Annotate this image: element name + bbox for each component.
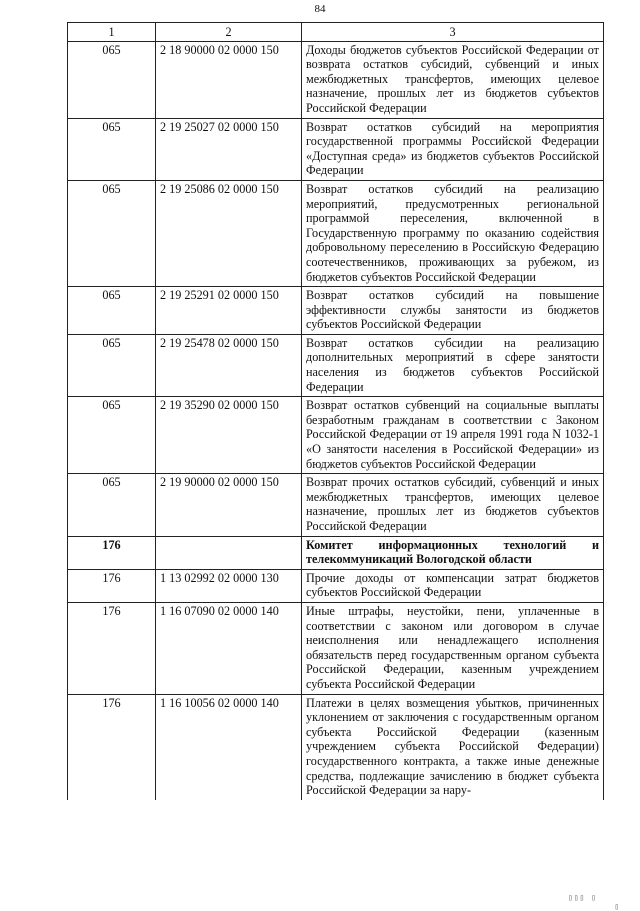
admin-code-cell: 065 — [68, 180, 156, 286]
table-row — [68, 397, 604, 474]
section-header-row — [68, 536, 604, 569]
column-header-2: 2 — [156, 23, 302, 42]
administrator-name-cell: Комитет информационных технологий и телекоммуникаций Вологодской области — [302, 536, 604, 569]
column-header-3: 3 — [302, 23, 604, 42]
admin-code-cell: 176 — [68, 569, 156, 602]
admin-code-cell: 176 — [68, 602, 156, 694]
budget-code-cell: 2 19 25027 02 0000 150 — [156, 118, 302, 180]
admin-code-cell: 065 — [68, 287, 156, 335]
admin-code-cell: 065 — [68, 397, 156, 474]
income-name-cell: Возврат остатков субсидий на реализацию мероприятий, предусмотренных региональной программой переселения, включенной в Государственную программу по оказанию содействия добровольному переселению в Российскую Федерацию соотечественников, проживающих за рубежом, из бюджетов субъектов Российской Федерации — [302, 180, 604, 286]
budget-code-cell: 2 19 90000 02 0000 150 — [156, 474, 302, 536]
budget-code-cell: 1 16 10056 02 0000 140 — [156, 694, 302, 800]
income-name-cell: Иные штрафы, неустойки, пени, уплаченные в соответствии с законом или договором в случае неисполнения или ненадлежащего исполнения обязательств перед государственным органом субъекта Российской Федерации, казенным учреждением субъекта Российской Федерации — [302, 602, 604, 694]
income-name-cell: Возврат остатков субсидий на мероприятия государственной программы Российской Федерации «Доступная среда» из бюджетов субъектов Российской Федерации — [302, 118, 604, 180]
income-name-cell: Доходы бюджетов субъектов Российской Федерации от возврата остатков субсидий, субвенций и иных межбюджетных трансфертов, имеющих целевое назначение, прошлых лет из бюджетов субъектов Российской Федерации — [302, 41, 604, 118]
admin-code-cell: 065 — [68, 474, 156, 536]
admin-code-cell: 065 — [68, 334, 156, 396]
budget-code-cell: 2 19 25291 02 0000 150 — [156, 287, 302, 335]
budget-code-cell: 2 19 25478 02 0000 150 — [156, 334, 302, 396]
column-header-1: 1 — [68, 23, 156, 42]
budget-code-cell: 1 13 02992 02 0000 130 — [156, 569, 302, 602]
budget-code-cell: 2 18 90000 02 0000 150 — [156, 41, 302, 118]
admin-code-cell: 065 — [68, 118, 156, 180]
admin-code-cell: 176 — [68, 536, 156, 569]
income-name-cell: Возврат прочих остатков субсидий, субвенций и иных межбюджетных трансфертов, имеющих целевое назначение, прошлых лет из бюджетов субъектов Российской Федерации — [302, 474, 604, 536]
table-row — [68, 694, 604, 800]
income-name-cell: Платежи в целях возмещения убытков, причиненных уклонением от заключения с государственным органом субъекта Российской Федерации (казенным учреждением субъекта Российской Федерации) государственного контракта, а также иные денежные средства, подлежащие зачислению в бюджет субъекта Российской Федерации за нару- — [302, 694, 604, 800]
table-row — [68, 474, 604, 536]
income-name-cell: Возврат остатков субсидии на реализацию дополнительных мероприятий в сфере занятости населения из бюджетов субъектов Российской Федерации — [302, 334, 604, 396]
table-row — [68, 41, 604, 118]
budget-code-cell: 2 19 35290 02 0000 150 — [156, 397, 302, 474]
table-row — [68, 334, 604, 396]
income-name-cell: Возврат остатков субсидий на повышение эффективности службы занятости из бюджетов субъектов Российской Федерации — [302, 287, 604, 335]
admin-code-cell: 065 — [68, 41, 156, 118]
budget-code-cell — [156, 536, 302, 569]
scan-barcode-mark: ▯▯▯ ▯ ▯ — [568, 893, 621, 911]
admin-code-cell: 176 — [68, 694, 156, 800]
table-row — [68, 569, 604, 602]
budget-code-cell: 2 19 25086 02 0000 150 — [156, 180, 302, 286]
income-name-cell: Возврат остатков субвенций на социальные выплаты безработным гражданам в соответствии с Законом Российской Федерации от 19 апреля 1991 года N 1032-1 «О занятости населения в Российской Федерации» из бюджетов субъектов Российской Федерации — [302, 397, 604, 474]
table-row — [68, 602, 604, 694]
table-row — [68, 118, 604, 180]
budget-code-cell: 1 16 07090 02 0000 140 — [156, 602, 302, 694]
budget-classification-table — [67, 22, 604, 800]
page-number: 84 — [314, 3, 326, 15]
table-row — [68, 180, 604, 286]
table-row — [68, 287, 604, 335]
table-header-row — [68, 23, 604, 42]
income-name-cell: Прочие доходы от компенсации затрат бюджетов субъектов Российской Федерации — [302, 569, 604, 602]
